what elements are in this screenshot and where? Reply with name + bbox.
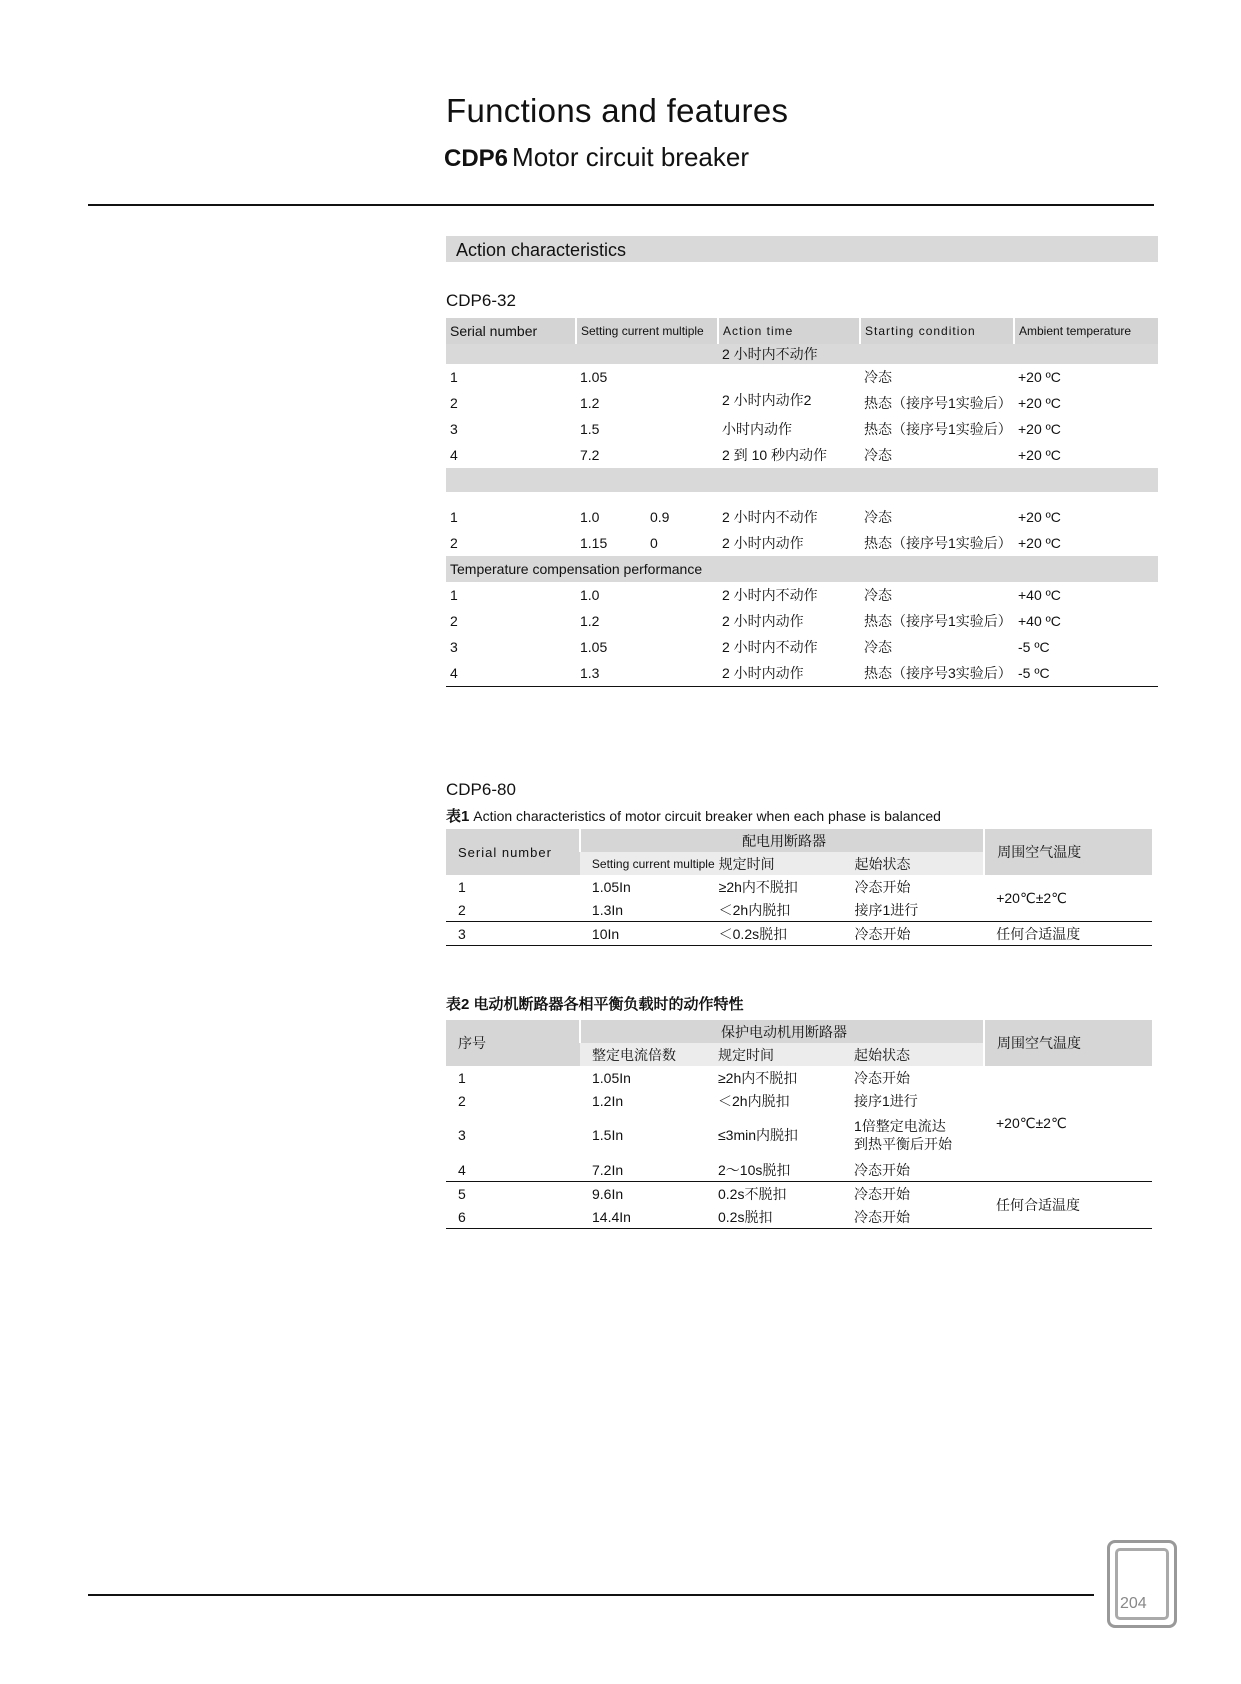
cdp6-80-table2 <box>446 1020 1152 1229</box>
header-cell: 周围空气温度 <box>984 829 1152 875</box>
header-cell: Serial number <box>446 829 580 875</box>
cdp6-80-table1 <box>446 829 1152 946</box>
table-row: 3 1.05 2 小时内不动作 冷态 -5 ºC <box>450 639 1050 655</box>
table-header <box>446 318 1158 344</box>
table-row: 5 9.6In 0.2s不脱扣 冷态开始 任何合适温度 <box>446 1182 1152 1206</box>
cdp6-32-table <box>446 318 1158 687</box>
table-row <box>446 468 1158 492</box>
section-title: Action characteristics <box>456 240 627 260</box>
page-number: 204 <box>1120 1595 1147 1612</box>
page-number-badge <box>1107 1540 1177 1628</box>
header-cell: Action time <box>718 318 860 344</box>
table-row: 3 1.5 小时内动作 热态（接序号1实验后） +20 ºC <box>450 421 1061 437</box>
page-subtitle <box>444 142 749 173</box>
table-row: 4 7.2 2 到 10 秒内动作 冷态 +20 ºC <box>450 447 1061 463</box>
table-row: 6 14.4In 0.2s脱扣 冷态开始 <box>446 1205 1152 1229</box>
table-row: 1 1.0 0.9 2 小时内不动作 冷态 +20 ºC <box>450 509 1061 525</box>
table-row: 1 1.05In ≥2h内不脱扣 冷态开始 +20℃±2℃ <box>458 1069 1067 1131</box>
header-cell: 周围空气温度 <box>984 1020 1152 1066</box>
table-row: 1 1.05In ≥2h内不脱扣 冷态开始 +20℃±2℃ <box>458 878 1067 906</box>
group-header: 保护电动机用断路器 <box>580 1020 984 1043</box>
table-row: 4 1.3 2 小时内动作 热态（接序号3实验后） -5 ºC <box>446 660 1158 687</box>
footer-divider <box>88 1594 1094 1596</box>
table-row <box>446 492 1158 504</box>
table-row: 1 1.05 冷态 +20 ºC <box>450 369 1061 385</box>
header-cell: 起始状态 <box>850 852 984 875</box>
header-cell: Setting current multiple <box>576 318 718 344</box>
header-cell: 起始状态 <box>850 1043 984 1066</box>
header-divider <box>88 204 1154 206</box>
cdp6-32-label: CDP6-32 <box>446 291 516 310</box>
table1-caption: 表1 Action characteristics of motor circuit breaker when each phase is balanced <box>446 808 941 825</box>
table-row: 2 1.2 2 小时内动作 热态（接序号1实验后） +40 ºC <box>450 613 1061 629</box>
table-row: 2 1.2In ＜2h内脱扣 接序1进行 <box>458 1092 918 1109</box>
cdp6-80-label: CDP6-80 <box>446 780 516 799</box>
table-row: 2 小时内不动作 <box>446 344 1158 364</box>
model-name: CDP6 <box>444 145 509 172</box>
header-cell: 序号 <box>446 1020 580 1066</box>
subtitle-text: Motor circuit breaker <box>512 142 749 172</box>
header-cell: Starting condition <box>860 318 1014 344</box>
header-cell: Setting current multiple <box>580 852 715 875</box>
header-cell: Ambient temperature <box>1014 318 1158 344</box>
table-row: 1 1.0 2 小时内不动作 冷态 +40 ºC <box>450 587 1061 603</box>
table-row: 4 7.2In 2～10s脱扣 冷态开始 <box>458 1161 910 1178</box>
temp-comp-title: Temperature compensation performance <box>446 556 1158 582</box>
table-row: 2 1.15 0 2 小时内动作 热态（接序号1实验后） +20 ºC <box>450 535 1061 551</box>
header-cell: Serial number <box>446 318 576 344</box>
group-header: 配电用断路器 <box>580 829 984 852</box>
section-bar <box>446 236 1158 262</box>
header-cell: 整定电流倍数 <box>580 1043 714 1066</box>
page-title: Functions and features <box>446 92 789 129</box>
table2-caption: 表2 电动机断路器各相平衡负载时的动作特性 <box>446 996 744 1013</box>
table-row <box>446 556 1158 582</box>
table-row: 2 1.3In ＜2h内脱扣 接序1进行 <box>458 901 919 918</box>
header-cell: 规定时间 <box>714 1043 850 1066</box>
header-cell: 规定时间 <box>715 852 851 875</box>
table-row: 2 1.2 2 小时内动作2 热态（接序号1实验后） +20 ºC <box>450 392 1061 411</box>
table-row: 3 1.5In ≤3min内脱扣 1倍整定电流达 到热平衡后开始 <box>458 1118 952 1152</box>
table-row: 3 10In ＜0.2s脱扣 冷态开始 任何合适温度 <box>446 922 1152 946</box>
